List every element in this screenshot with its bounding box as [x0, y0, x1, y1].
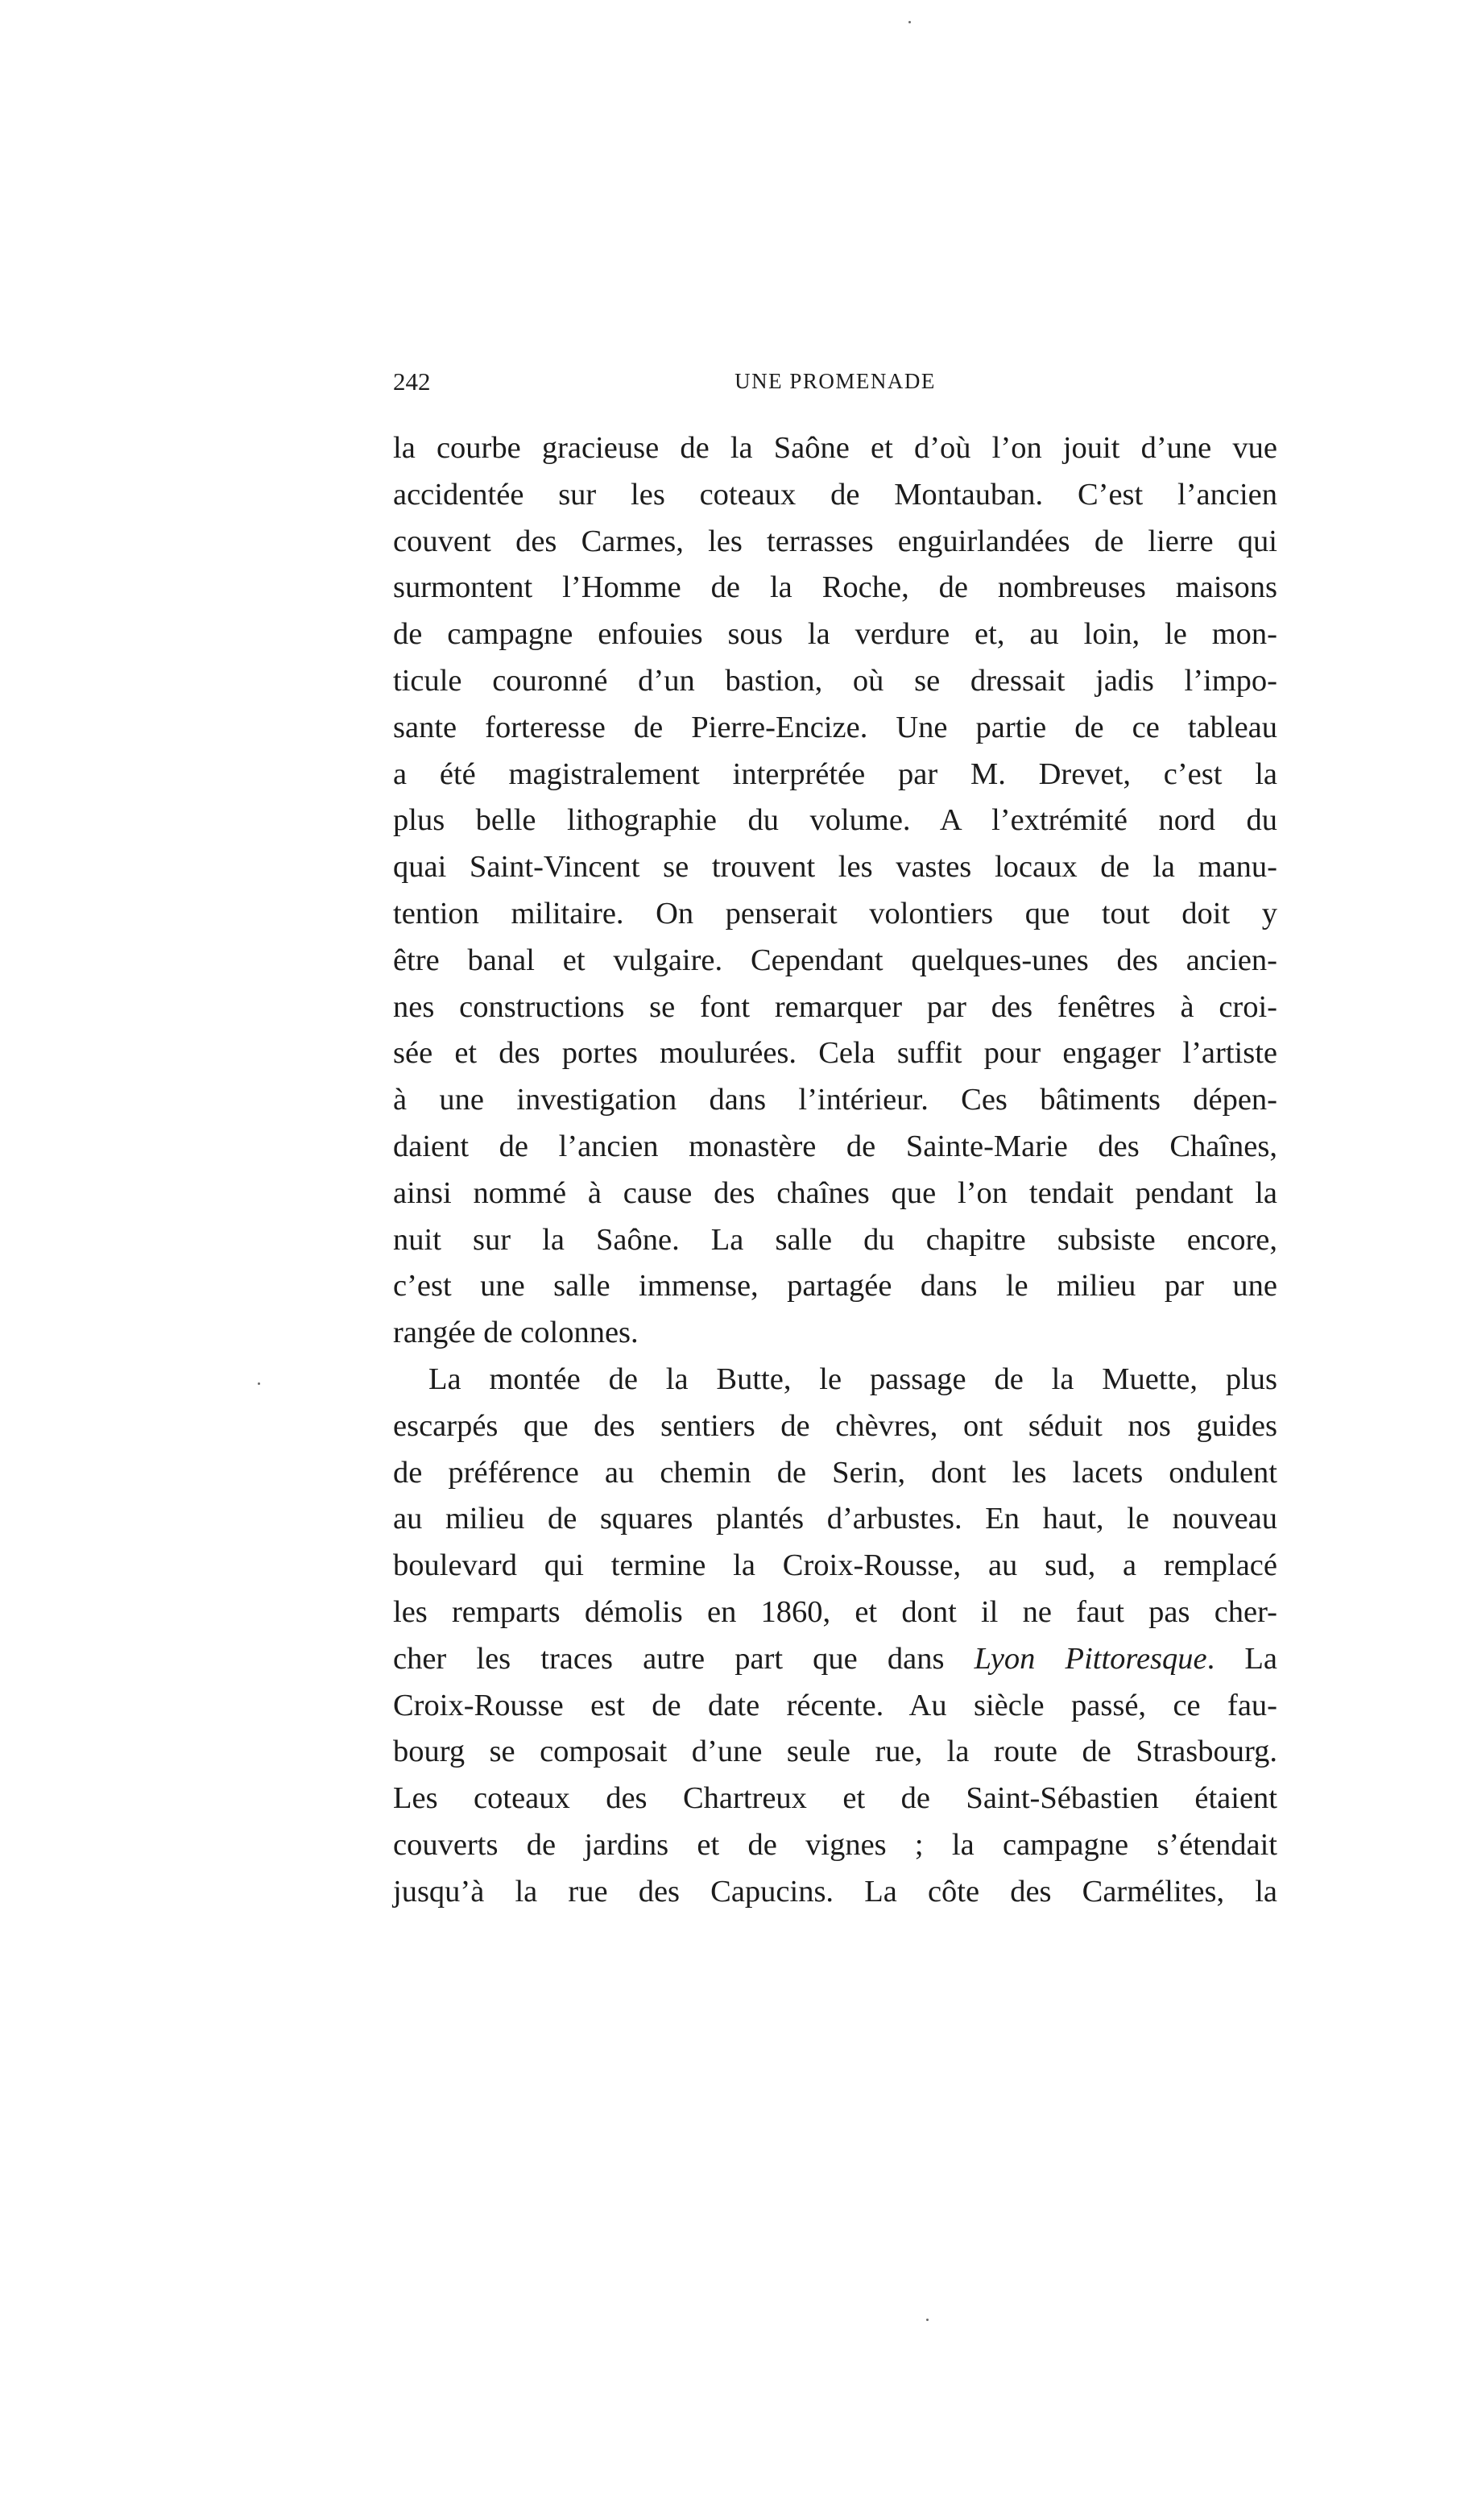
- text-line: ainsi nommé à cause des chaînes que l’on tendait pendant la: [393, 1175, 1277, 1210]
- text-line-with-italic: [393, 1636, 1277, 1683]
- running-head: [393, 367, 1277, 403]
- text-line: nuit sur la Saône. La salle du chapitre subsiste encore,: [393, 1222, 1277, 1257]
- book-title-italic: Lyon Pittoresque: [974, 1641, 1207, 1676]
- running-head-title: UNE PROMENADE: [734, 369, 936, 393]
- text-line: tention militaire. On penserait volontiers que tout doit y: [393, 896, 1277, 930]
- text-line: nes constructions se font remarquer par des fenêtres à croi-: [393, 989, 1277, 1024]
- text-line: jusqu’à la rue des Capucins. La côte des Carmélites, la: [393, 1874, 1277, 1909]
- text-line: daient de l’ancien monastère de Sainte-Marie des Chaînes,: [393, 1129, 1277, 1163]
- text-line: au milieu de squares plantés d’arbustes. En haut, le nouveau: [393, 1502, 1277, 1536]
- text-line: bourg se composait d’une seule rue, la route de Strasbourg.: [393, 1735, 1277, 1769]
- text-line: c’est une salle immense, partagée dans le milieu par une: [393, 1269, 1277, 1304]
- text-line: surmontent l’Homme de la Roche, de nombreuses maisons: [393, 570, 1277, 605]
- text-line: accidentée sur les coteaux de Montauban. C’est l’ancien: [393, 477, 1277, 512]
- text-line: quai Saint-Vincent se trouvent les vastes locaux de la manu-: [393, 850, 1277, 885]
- text-line: La montée de la Butte, le passage de la Muette, plus: [428, 1362, 1277, 1396]
- text-line: plus belle lithographie du volume. A l’extrémité nord du: [393, 803, 1277, 838]
- text-line: escarpés que des sentiers de chèvres, ont séduit nos guides: [393, 1408, 1277, 1443]
- text-line: couverts de jardins et de vignes ; la campagne s’étendait: [393, 1827, 1277, 1862]
- text-line: Les coteaux des Chartreux et de Saint-Sébastien étaient: [393, 1781, 1277, 1816]
- text-line: les remparts démolis en 1860, et dont il ne faut pas cher-: [393, 1594, 1277, 1629]
- text-line: la courbe gracieuse de la Saône et d’où l’on jouit d’une vue: [393, 431, 1277, 465]
- text-line: à une investigation dans l’intérieur. Ces bâtiments dépen-: [393, 1083, 1277, 1117]
- text-line: être banal et vulgaire. Cependant quelques-unes des ancien-: [393, 943, 1277, 977]
- text-line: couvent des Carmes, les terrasses enguirlandées de lierre qui: [393, 524, 1277, 558]
- paper-speck: [258, 1382, 260, 1385]
- paper-speck: [908, 21, 911, 23]
- text-segment: . La: [1206, 1641, 1277, 1676]
- text-line: boulevard qui termine la Croix-Rousse, au sud, a remplacé: [393, 1548, 1277, 1583]
- text-line: sante forteresse de Pierre-Encize. Une partie de ce tableau: [393, 710, 1277, 744]
- text-line: de campagne enfouies sous la verdure et, au loin, le mon-: [393, 617, 1277, 652]
- body-text: [393, 425, 1277, 1916]
- page-number: 242: [393, 367, 431, 396]
- text-line: Croix-Rousse est de date récente. Au siècle passé, ce fau-: [393, 1688, 1277, 1722]
- text-line: sée et des portes moulurées. Cela suffit pour engager l’artiste: [393, 1036, 1277, 1071]
- text-line: a été magistralement interprétée par M. Drevet, c’est la: [393, 756, 1277, 791]
- text-line: de préférence au chemin de Serin, dont les lacets ondulent: [393, 1455, 1277, 1490]
- text-line: rangée de colonnes.: [393, 1316, 639, 1350]
- paper-speck: [926, 2319, 929, 2321]
- text-segment: cher les traces autre part que dans: [393, 1641, 975, 1676]
- text-line: ticule couronné d’un bastion, où se dressait jadis l’impo-: [393, 663, 1277, 698]
